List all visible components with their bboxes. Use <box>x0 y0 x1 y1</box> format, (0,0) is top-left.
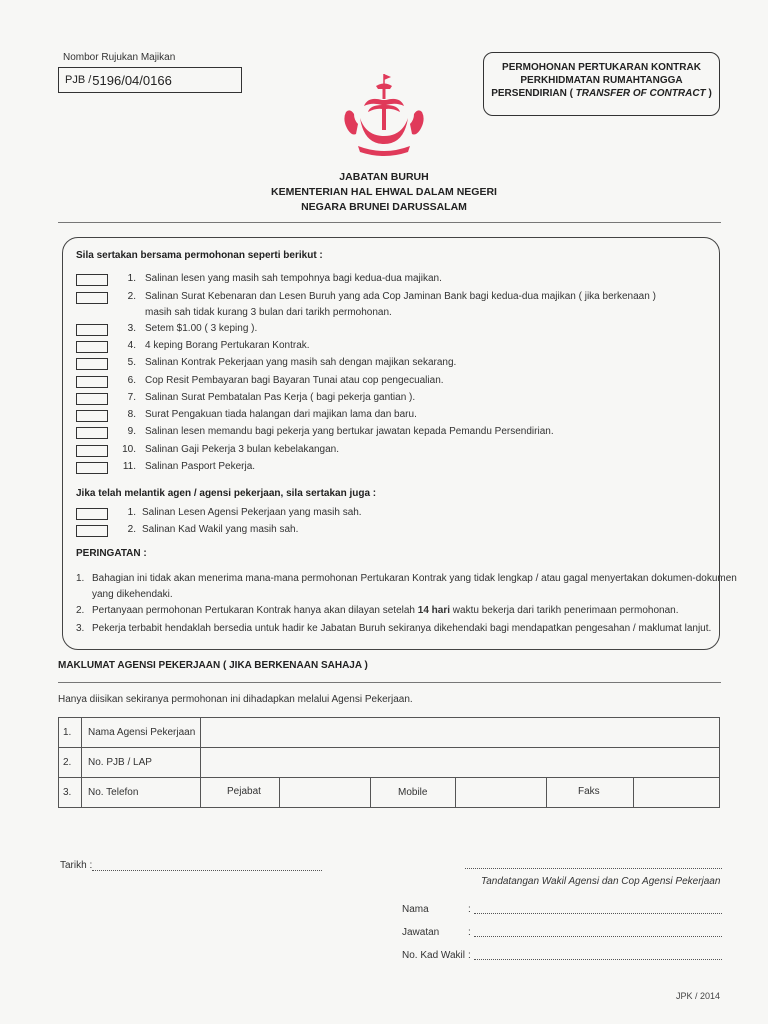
requirement-checkbox[interactable] <box>76 358 108 370</box>
requirements-heading: Sila sertakan bersama permohonan seperti berikut : <box>76 250 323 261</box>
agency-info-heading: MAKLUMAT AGENSI PEKERJAAN ( JIKA BERKENAAN SAHAJA ) <box>58 660 368 671</box>
card-label: No. Kad Wakil <box>402 950 465 961</box>
date-label: Tarikh : <box>60 860 93 871</box>
warning-text: Bahagian ini tidak akan menerima mana-mana permohonan Pertukaran Kontrak yang tidak lengkap / atau gagal menyertakan dokumen-dokumen <box>92 573 737 584</box>
colon: : <box>468 950 471 961</box>
agency-info-divider <box>58 682 721 683</box>
requirement-text: Setem $1.00 ( 3 keping ). <box>145 323 258 334</box>
form-code: JPK / 2014 <box>676 991 721 1001</box>
date-input[interactable] <box>92 870 322 871</box>
post-input[interactable] <box>474 936 722 937</box>
agent-requirement-checkbox[interactable] <box>76 508 108 520</box>
form-title-line3-c: ) <box>705 88 712 99</box>
table-col-divider <box>546 777 547 808</box>
table-row-no: 1. <box>63 727 72 738</box>
agent-requirement-checkbox[interactable] <box>76 525 108 537</box>
phone-mobile-label: Mobile <box>398 787 428 798</box>
requirement-no: 2. <box>127 291 136 302</box>
form-title-line1: PERMOHONAN PERTUKARAN KONTRAK <box>502 62 701 73</box>
requirement-text: Cop Resit Pembayaran bagi Bayaran Tunai atau cop pengecualian. <box>145 375 444 386</box>
requirement-text: Salinan lesen yang masih sah tempohnya bagi kedua-dua majikan. <box>145 273 442 284</box>
agent-requirement-no: 2. <box>127 524 136 535</box>
warning-no: 2. <box>76 605 85 616</box>
colon: : <box>468 927 471 938</box>
requirement-text: Surat Pengakuan tiada halangan dari majikan lama dan baru. <box>145 409 417 420</box>
agency-info-note: Hanya diisikan sekiranya permohonan ini dihadapkan melalui Agensi Pekerjaan. <box>58 694 413 705</box>
requirement-no: 11. <box>122 461 136 472</box>
requirement-text: Salinan lesen memandu bagi pekerja yang bertukar jawatan kepada Pemandu Persendirian. <box>145 426 554 437</box>
phone-mobile-input[interactable] <box>457 779 545 807</box>
warning-text-a: Pertanyaan permohonan Pertukaran Kontrak hanya akan dilayan setelah <box>92 605 418 616</box>
requirement-no: 6. <box>127 375 136 386</box>
signature-line[interactable] <box>465 868 722 869</box>
agency-name-label: Nama Agensi Pekerjaan <box>88 727 196 738</box>
colon: : <box>468 904 471 915</box>
ref-prefix: PJB / <box>65 74 92 86</box>
requirement-no: 10. <box>122 444 136 455</box>
requirement-checkbox[interactable] <box>76 462 108 474</box>
requirement-checkbox[interactable] <box>76 341 108 353</box>
requirement-no: 8. <box>127 409 136 420</box>
requirement-text: Salinan Kontrak Pekerjaan yang masih sah dengan majikan sekarang. <box>145 357 457 368</box>
table-row-no: 2. <box>63 757 72 768</box>
requirement-checkbox[interactable] <box>76 324 108 336</box>
requirement-checkbox[interactable] <box>76 393 108 405</box>
phone-label: No. Telefon <box>88 787 139 798</box>
warning-text: Pekerja terbabit hendaklah bersedia untuk hadir ke Jabatan Buruh sekiranya dikehendaki bagi mendapatkan pengesahan / maklumat lanjut. <box>92 623 712 634</box>
requirement-text-cont: masih sah tidak kurang 3 bulan dari tarikh permohonan. <box>145 307 392 318</box>
requirement-checkbox[interactable] <box>76 427 108 439</box>
post-label: Jawatan <box>402 927 440 938</box>
warning-text <box>92 603 679 619</box>
requirement-text: Salinan Surat Kebenaran dan Lesen Buruh yang ada Cop Jaminan Bank bagi kedua-dua majikan ( jika berkenaan ) <box>145 291 656 302</box>
table-col-divider <box>81 717 82 808</box>
employer-ref-field[interactable] <box>58 67 242 93</box>
requirement-no: 4. <box>127 340 136 351</box>
phone-office-input[interactable] <box>281 779 369 807</box>
agency-name <box>0 170 768 215</box>
agent-requirement-no: 1. <box>127 507 136 518</box>
warning-no: 3. <box>76 623 85 634</box>
requirement-checkbox[interactable] <box>76 274 108 286</box>
phone-fax-label: Faks <box>578 786 600 797</box>
form-title-english: TRANSFER OF CONTRACT <box>575 88 706 99</box>
form-title-box <box>483 52 720 116</box>
agent-requirement-text: Salinan Lesen Agensi Pekerjaan yang masih sah. <box>142 507 362 518</box>
requirement-no: 9. <box>127 426 136 437</box>
warning-text-c: waktu bekerja dari tarikh penerimaan permohonan. <box>450 605 679 616</box>
requirement-no: 5. <box>127 357 136 368</box>
ref-number: 5196/04/0166 <box>92 72 172 88</box>
requirement-no: 3. <box>127 323 136 334</box>
requirement-text: Salinan Surat Pembatalan Pas Kerja ( bagi pekerja gantian ). <box>145 392 416 403</box>
form-title-line3 <box>484 87 719 100</box>
table-col-divider <box>633 777 634 808</box>
table-col-divider <box>279 777 280 808</box>
pjb-lap-label: No. PJB / LAP <box>88 757 152 768</box>
table-col-divider <box>370 777 371 808</box>
agent-requirement-text: Salinan Kad Wakil yang masih sah. <box>142 524 299 535</box>
requirement-checkbox[interactable] <box>76 376 108 388</box>
name-input[interactable] <box>474 913 722 914</box>
card-input[interactable] <box>474 959 722 960</box>
table-col-divider <box>200 717 201 808</box>
table-row-divider <box>58 777 720 778</box>
name-label: Nama <box>402 904 429 915</box>
requirement-no: 1. <box>127 273 136 284</box>
table-col-divider <box>455 777 456 808</box>
agency-line2: KEMENTERIAN HAL EHWAL DALAM NEGERI <box>271 186 497 198</box>
requirement-checkbox[interactable] <box>76 410 108 422</box>
header-divider <box>58 222 721 223</box>
national-crest-icon <box>338 72 430 158</box>
requirement-checkbox[interactable] <box>76 445 108 457</box>
phone-fax-input[interactable] <box>635 779 719 807</box>
warning-no: 1. <box>76 573 85 584</box>
requirement-text: Salinan Gaji Pekerja 3 bulan kebelakangan. <box>145 444 340 455</box>
agency-name-input[interactable] <box>202 719 718 746</box>
form-title-line2: PERKHIDMATAN RUMAHTANGGA <box>520 75 683 86</box>
form-title-line3-a: PERSENDIRIAN ( <box>491 88 576 99</box>
warning-text-cont: yang dikehendaki. <box>92 589 173 600</box>
requirement-text: 4 keping Borang Pertukaran Kontrak. <box>145 340 310 351</box>
requirement-text: Salinan Pasport Pekerja. <box>145 461 256 472</box>
table-row-divider <box>58 747 720 748</box>
agent-requirements-heading: Jika telah melantik agen / agensi pekerjaan, sila sertakan juga : <box>76 488 377 499</box>
warning-text-bold: 14 hari <box>417 605 451 616</box>
signature-caption: Tandatangan Wakil Agensi dan Cop Agensi Pekerjaan <box>481 876 721 887</box>
pjb-lap-input[interactable] <box>202 749 718 776</box>
table-row-no: 3. <box>63 787 72 798</box>
agency-line1: JABATAN BURUH <box>339 171 429 183</box>
warning-heading: PERINGATAN : <box>76 548 147 559</box>
phone-office-label: Pejabat <box>227 786 261 797</box>
agency-line3: NEGARA BRUNEI DARUSSALAM <box>301 201 467 213</box>
requirement-no: 7. <box>127 392 136 403</box>
employer-ref-label: Nombor Rujukan Majikan <box>63 52 176 63</box>
requirement-checkbox[interactable] <box>76 292 108 304</box>
